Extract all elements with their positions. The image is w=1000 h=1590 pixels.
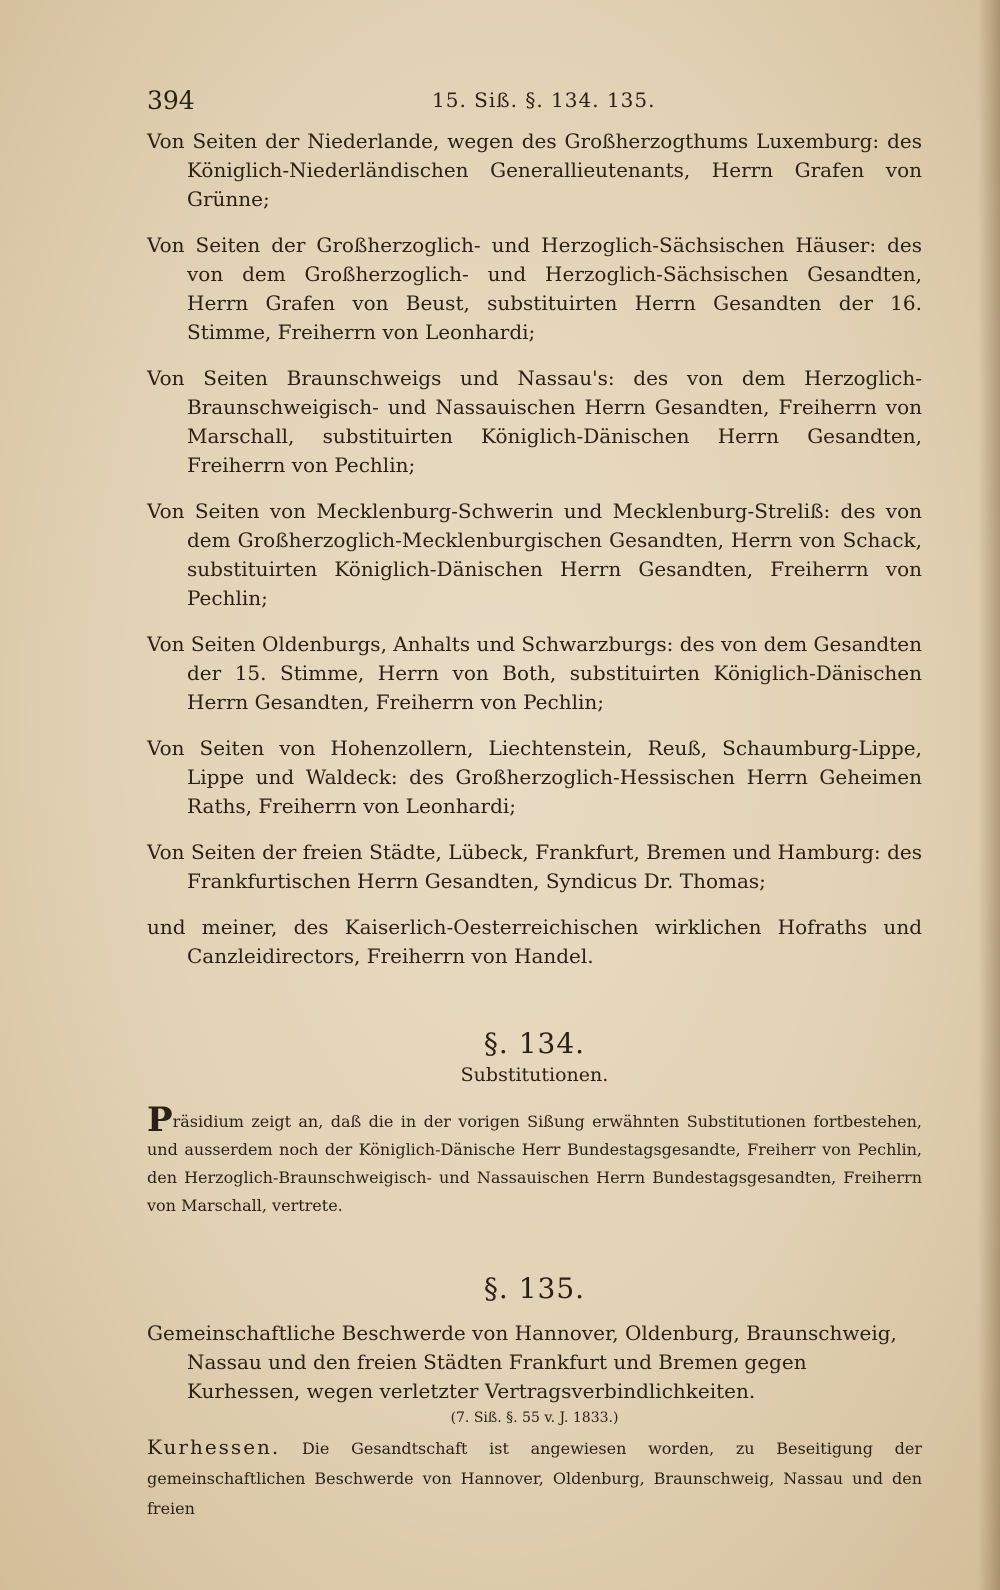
running-head: 15. Siß. §. 134. 135.	[432, 88, 656, 112]
section-135-body: Die Gesandtschaft ist angewiesen worden, zu Beseitigung der gemeinschaftlichen Beschwerde von Hannover, Oldenburg, Braunschweig, Nassau und den freien	[147, 1439, 922, 1518]
section-135-heading: §. 135.	[483, 1272, 586, 1305]
page-number: 394	[147, 86, 195, 115]
paragraph-freie-staedte: Von Seiten der freien Städte, Lübeck, Frankfurt, Bremen und Hamburg: des Frankfurtischen Herrn Gesandten, Syndicus Dr. Thomas;	[147, 840, 922, 893]
paragraph-mecklenburg: Von Seiten von Mecklenburg-Schwerin und Mecklenburg-Streliß: des von dem Großherzoglich-Mecklenburgischen Gesandten, Herrn von Schack, substituirten Königlich-Dänischen Herrn Gesandten, Freiherrn von Pechlin;	[147, 499, 922, 610]
section-134-text	[147, 1100, 922, 1220]
section-135-title: Gemeinschaftliche Beschwerde von Hannover, Oldenburg, Braunschweig, Nassau und den freien Städten Frankfurt und Bremen gegen Kurhessen, wegen verletzter Vertragsverbindlichkeiten.	[147, 1321, 897, 1403]
drop-initial: P	[147, 1100, 173, 1140]
section-135-reference: (7. Siß. §. 55 v. J. 1833.)	[450, 1410, 619, 1426]
section-135-text	[147, 1432, 922, 1524]
body-text	[147, 127, 922, 1524]
page-header	[0, 86, 1000, 120]
paragraph-oesterreich: und meiner, des Kaiserlich-Oesterreichischen wirklichen Hofraths und Canzleidirectors, Freiherrn von Handel.	[147, 915, 922, 968]
paragraph-oldenburg-anhalt: Von Seiten Oldenburgs, Anhalts und Schwarzburgs: des von dem Gesandten der 15. Stimme, Herrn von Both, substituirten Königlich-Dänischen Herrn Gesandten, Freiherrn von Pechlin;	[147, 632, 922, 714]
section-134-subtitle: Substitutionen.	[460, 1064, 609, 1086]
section-134-body: räsidium zeigt an, daß die in der vorigen Sißung erwähnten Substitutionen fortbestehen, und ausserdem noch der Königlich-Dänische Herr Bundestagsgesandte, Freiherr von Pechlin, den Herzoglich-Braunschweigisch- und Nassauischen Herrn Bundestagsgesandten, Freiherrn von Marschall, vertrete.	[147, 1112, 922, 1215]
paragraph-saechsische-haeuser: Von Seiten der Großherzoglich- und Herzoglich-Sächsischen Häuser: des von dem Großherzoglich- und Herzoglich-Sächsischen Gesandten, Herrn Grafen von Beust, substituirten Herrn Gesandten der 16. Stimme, Freiherrn von Leonhardi;	[147, 233, 922, 344]
paragraph-niederlande: Von Seiten der Niederlande, wegen des Großherzogthums Luxemburg: des Königlich-Niederländischen Generallieutenants, Herrn Grafen von Grünne;	[147, 129, 922, 211]
paragraph-braunschweig-nassau: Von Seiten Braunschweigs und Nassau's: des von dem Herzoglich-Braunschweigisch- und Nassauischen Herrn Gesandten, Freiherrn von Marschall, substituirten Königlich-Dänischen Herrn Gesandten, Freiherrn von Pechlin;	[147, 366, 922, 477]
paragraph-hohenzollern: Von Seiten von Hohenzollern, Liechtenstein, Reuß, Schaumburg-Lippe, Lippe und Waldeck: des Großherzoglich-Hessischen Herrn Geheimen Raths, Freiherrn von Leonhardi;	[147, 736, 922, 818]
section-135-lead: Kurhessen.	[147, 1435, 281, 1459]
section-134-heading: §. 134.	[483, 1027, 586, 1060]
